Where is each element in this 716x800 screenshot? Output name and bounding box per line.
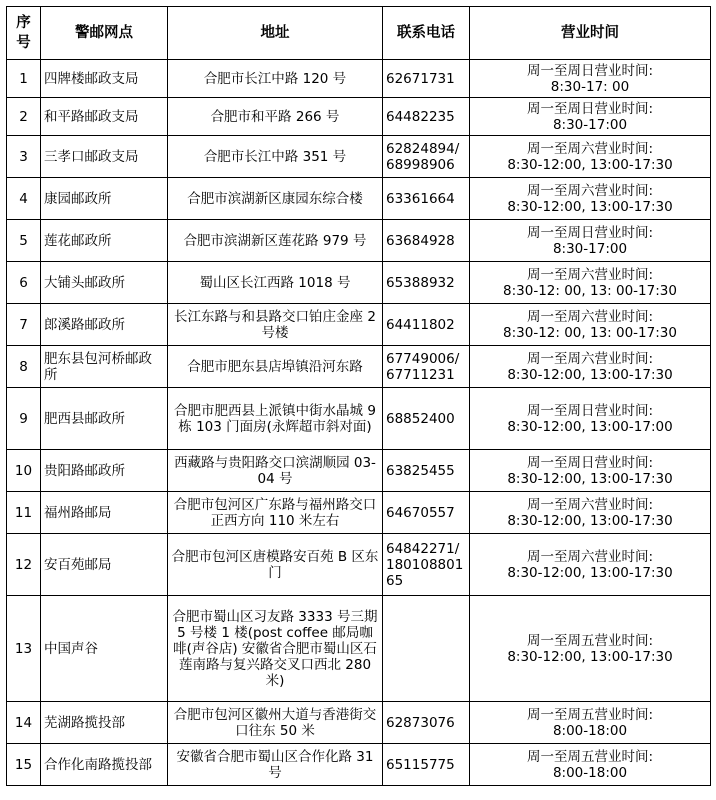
hours-time: 8:30-12:00, 13:00-17:30	[507, 470, 673, 487]
cell-hours	[470, 450, 711, 492]
cell-address: 安徽省合肥市蜀山区合作化路 31 号	[168, 744, 383, 786]
table-row	[7, 346, 711, 388]
cell-phone: 63825455	[383, 450, 470, 492]
hours-time: 8:30-12:00, 13:00-17:30	[507, 366, 673, 383]
hours-days: 周一至周日营业时间:	[526, 100, 654, 117]
cell-address: 合肥市和平路 266 号	[168, 98, 383, 136]
cell-address: 合肥市肥西县上派镇中街水晶城 9 栋 103 门面房(永辉超市斜对面)	[168, 388, 383, 450]
cell-name: 肥西县邮政所	[41, 388, 168, 450]
table-row	[7, 220, 711, 262]
cell-no: 12	[7, 534, 41, 596]
hours-days: 周一至周日营业时间:	[526, 454, 654, 471]
table-row	[7, 450, 711, 492]
header-phone: 联系电话	[383, 7, 470, 60]
header-name: 警邮网点	[41, 7, 168, 60]
cell-address: 合肥市滨湖新区康园东综合楼	[168, 178, 383, 220]
cell-phone: 63684928	[383, 220, 470, 262]
table-row	[7, 178, 711, 220]
cell-name: 莲花邮政所	[41, 220, 168, 262]
cell-phone: 62824894/ 68998906	[383, 136, 470, 178]
cell-address: 合肥市包河区徽州大道与香港街交口往东 50 米	[168, 702, 383, 744]
table-header-row	[7, 7, 711, 60]
header-hours: 营业时间	[470, 7, 711, 60]
hours-time: 8:30-12:00, 13:00-17:30	[507, 648, 673, 665]
table-row	[7, 492, 711, 534]
hours-days: 周一至周日营业时间:	[526, 62, 654, 79]
hours-time: 8:30-12:00, 13:00-17:30	[507, 156, 673, 173]
cell-no: 11	[7, 492, 41, 534]
hours-days: 周一至周六营业时间:	[526, 266, 654, 283]
cell-hours	[470, 98, 711, 136]
hours-time: 8:30-12:00, 13:00-17:30	[507, 198, 673, 215]
cell-name: 郎溪路邮政所	[41, 304, 168, 346]
cell-name: 四牌楼邮政支局	[41, 60, 168, 98]
cell-no: 4	[7, 178, 41, 220]
cell-address: 合肥市长江中路 351 号	[168, 136, 383, 178]
table-row	[7, 534, 711, 596]
cell-hours	[470, 534, 711, 596]
cell-no: 14	[7, 702, 41, 744]
cell-hours	[470, 178, 711, 220]
cell-hours	[470, 60, 711, 98]
hours-time: 8:00-18:00	[552, 722, 628, 739]
post-office-table	[6, 6, 711, 786]
cell-no: 9	[7, 388, 41, 450]
cell-address: 合肥市蜀山区习友路 3333 号三期 5 号楼 1 楼(post coffee 邮局咖啡(声谷店) 安徽省合肥市蜀山区石莲南路与复兴路交叉口西北 280 米)	[168, 596, 383, 702]
cell-hours	[470, 304, 711, 346]
hours-time: 8:30-12:00, 13:00-17:00	[507, 418, 673, 435]
cell-no: 15	[7, 744, 41, 786]
cell-name: 合作化南路揽投部	[41, 744, 168, 786]
cell-hours	[470, 220, 711, 262]
table-row	[7, 304, 711, 346]
cell-no: 5	[7, 220, 41, 262]
cell-address: 合肥市包河区广东路与福州路交口正西方向 110 米左右	[168, 492, 383, 534]
table-row	[7, 60, 711, 98]
cell-hours	[470, 262, 711, 304]
cell-name: 肥东县包河桥邮政所	[41, 346, 168, 388]
hours-days: 周一至周六营业时间:	[526, 182, 654, 199]
cell-address: 合肥市包河区唐模路安百苑 B 区东门	[168, 534, 383, 596]
cell-address: 长江东路与和县路交口铂庄金座 2 号楼	[168, 304, 383, 346]
cell-no: 1	[7, 60, 41, 98]
hours-days: 周一至周五营业时间:	[526, 706, 654, 723]
cell-no: 8	[7, 346, 41, 388]
hours-time: 8:30-17:00	[552, 240, 628, 257]
hours-time: 8:30-17: 00	[550, 78, 630, 95]
hours-time: 8:30-17:00	[552, 116, 628, 133]
cell-phone: 65115775	[383, 744, 470, 786]
hours-days: 周一至周六营业时间:	[526, 548, 654, 565]
hours-days: 周一至周六营业时间:	[526, 308, 654, 325]
cell-hours	[470, 388, 711, 450]
cell-no: 13	[7, 596, 41, 702]
hours-days: 周一至周日营业时间:	[526, 224, 654, 241]
cell-no: 6	[7, 262, 41, 304]
table-row	[7, 262, 711, 304]
hours-days: 周一至周日营业时间:	[526, 402, 654, 419]
hours-days: 周一至周六营业时间:	[526, 140, 654, 157]
cell-phone: 64842271/ 180108801 65	[383, 534, 470, 596]
header-no: 序号	[7, 7, 41, 60]
cell-address: 合肥市肥东县店埠镇沿河东路	[168, 346, 383, 388]
table-row	[7, 702, 711, 744]
cell-phone: 67749006/ 67711231	[383, 346, 470, 388]
cell-phone: 62873076	[383, 702, 470, 744]
hours-time: 8:30-12:00, 13:00-17:30	[507, 512, 673, 529]
cell-name: 福州路邮局	[41, 492, 168, 534]
hours-days: 周一至周五营业时间:	[526, 748, 654, 765]
table-row	[7, 136, 711, 178]
cell-phone: 68852400	[383, 388, 470, 450]
table-row	[7, 98, 711, 136]
cell-phone: 63361664	[383, 178, 470, 220]
hours-days: 周一至周六营业时间:	[526, 496, 654, 513]
cell-name: 芜湖路揽投部	[41, 702, 168, 744]
table-row	[7, 388, 711, 450]
cell-phone: 64670557	[383, 492, 470, 534]
cell-name: 三孝口邮政支局	[41, 136, 168, 178]
hours-days: 周一至周六营业时间:	[526, 350, 654, 367]
cell-phone: 62671731	[383, 60, 470, 98]
cell-hours	[470, 702, 711, 744]
cell-hours	[470, 596, 711, 702]
table-row	[7, 596, 711, 702]
cell-no: 10	[7, 450, 41, 492]
cell-phone: 64482235	[383, 98, 470, 136]
cell-name: 安百苑邮局	[41, 534, 168, 596]
cell-hours	[470, 136, 711, 178]
cell-address: 蜀山区长江西路 1018 号	[168, 262, 383, 304]
cell-hours	[470, 346, 711, 388]
cell-name: 大铺头邮政所	[41, 262, 168, 304]
header-address: 地址	[168, 7, 383, 60]
hours-days: 周一至周五营业时间:	[526, 632, 654, 649]
hours-time: 8:30-12:00, 13:00-17:30	[507, 564, 673, 581]
cell-phone: 65388932	[383, 262, 470, 304]
cell-name: 贵阳路邮政所	[41, 450, 168, 492]
cell-hours	[470, 744, 711, 786]
cell-address: 西藏路与贵阳路交口滨湖顺园 03-04 号	[168, 450, 383, 492]
cell-address: 合肥市滨湖新区莲花路 979 号	[168, 220, 383, 262]
post-office-table-wrapper	[6, 6, 711, 786]
cell-name: 和平路邮政支局	[41, 98, 168, 136]
cell-no: 2	[7, 98, 41, 136]
cell-phone: 64411802	[383, 304, 470, 346]
hours-time: 8:30-12: 00, 13: 00-17:30	[503, 282, 677, 299]
cell-phone	[383, 596, 470, 702]
table-row	[7, 744, 711, 786]
cell-name: 康园邮政所	[41, 178, 168, 220]
hours-time: 8:30-12: 00, 13: 00-17:30	[503, 324, 677, 341]
hours-time: 8:00-18:00	[552, 764, 628, 781]
cell-no: 3	[7, 136, 41, 178]
cell-no: 7	[7, 304, 41, 346]
cell-hours	[470, 492, 711, 534]
cell-name: 中国声谷	[41, 596, 168, 702]
cell-address: 合肥市长江中路 120 号	[168, 60, 383, 98]
